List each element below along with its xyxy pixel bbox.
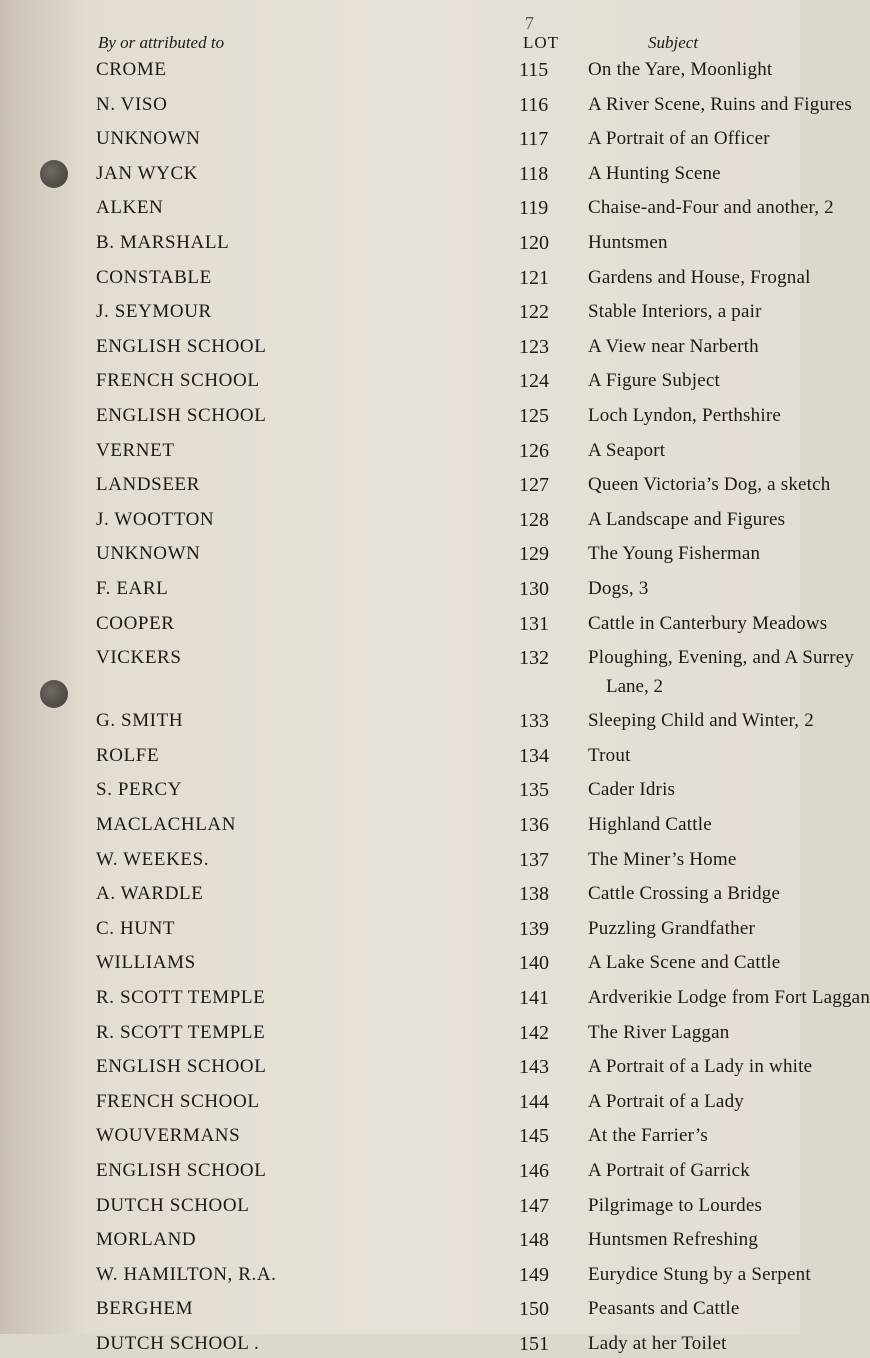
artist-name: A. WARDLE xyxy=(96,883,204,905)
subject-title: Puzzling Grandfather xyxy=(588,917,756,939)
lot-number: 143 xyxy=(519,1056,549,1079)
table-row xyxy=(0,610,828,638)
lot-number: 133 xyxy=(519,710,549,733)
table-row xyxy=(0,1226,800,1254)
subject-continuation: Lane, 2 xyxy=(606,675,663,697)
lot-number: 116 xyxy=(519,93,549,116)
table-row xyxy=(0,367,800,395)
table-row xyxy=(0,540,800,568)
lot-column-header: LOT xyxy=(523,33,560,52)
lot-number: 150 xyxy=(519,1298,549,1321)
subject-title: A River Scene, Ruins and Figures xyxy=(588,93,852,115)
lot-number: 126 xyxy=(519,439,549,462)
subject-title: Huntsmen xyxy=(588,232,668,253)
table-row xyxy=(0,776,800,804)
artist-name: CROME xyxy=(96,59,167,80)
artist-name: UNKNOWN xyxy=(96,128,201,150)
table-row xyxy=(0,811,800,839)
table-row xyxy=(0,1088,800,1116)
subject-title: A Portrait of Garrick xyxy=(588,1159,750,1181)
lot-number: 122 xyxy=(519,301,549,324)
table-row xyxy=(0,707,814,735)
lot-number: 132 xyxy=(519,647,549,670)
artist-name: R. SCOTT TEMPLE xyxy=(96,1021,266,1043)
table-row xyxy=(0,742,800,770)
table-row-continuation xyxy=(0,673,800,701)
lot-number: 135 xyxy=(519,779,549,802)
table-row xyxy=(0,880,800,908)
lot-number: 121 xyxy=(519,266,549,289)
artist-name: MACLACHLAN xyxy=(96,813,237,835)
table-row xyxy=(0,1122,800,1150)
table-row xyxy=(0,471,831,499)
subject-title: A Seaport xyxy=(588,439,666,461)
subject-title: A Figure Subject xyxy=(588,370,720,392)
artist-name: MORLAND xyxy=(96,1229,197,1251)
lot-number: 141 xyxy=(519,986,549,1009)
table-row xyxy=(0,506,800,534)
table-row xyxy=(0,229,800,257)
table-row xyxy=(0,125,800,153)
lot-number: 124 xyxy=(519,370,549,393)
subject-title: A View near Narberth xyxy=(588,335,759,357)
subject-title: A Landscape and Figures xyxy=(588,508,786,530)
artist-name: DUTCH SCHOOL xyxy=(96,1194,250,1216)
subject-title: A Lake Scene and Cattle xyxy=(588,952,781,974)
artist-name: ROLFE xyxy=(96,744,160,766)
page-number: 7 xyxy=(525,13,534,33)
lot-number: 147 xyxy=(519,1194,549,1217)
artist-name: R. SCOTT TEMPLE xyxy=(96,986,266,1008)
artist-name: W. WEEKES. xyxy=(96,848,210,870)
lot-number: 146 xyxy=(519,1159,549,1182)
artist-name: ENGLISH SCHOOL xyxy=(96,335,267,357)
table-row xyxy=(0,402,800,430)
subject-column-header: Subject xyxy=(648,33,699,52)
subject-title: Dogs, 3 xyxy=(588,578,649,599)
artist-name: DUTCH SCHOOL . xyxy=(96,1332,260,1354)
subject-title: Lady at her Toilet xyxy=(588,1332,727,1354)
table-row xyxy=(0,1330,800,1358)
artist-name: N. VISO xyxy=(96,93,168,115)
subject-title: Loch Lyndon, Perthshire xyxy=(588,405,781,426)
subject-title: Pilgrimage to Lourdes xyxy=(588,1194,763,1216)
lot-number: 139 xyxy=(519,917,549,940)
lot-number: 129 xyxy=(519,543,549,566)
subject-title: A Portrait of an Officer xyxy=(588,128,770,150)
subject-title: Queen Victoria’s Dog, a sketch xyxy=(588,474,831,496)
artist-name: S. PERCY xyxy=(96,779,183,801)
artist-name: FRENCH SCHOOL xyxy=(96,370,260,392)
lot-number: 131 xyxy=(519,612,549,635)
artist-name: WOUVERMANS xyxy=(96,1125,241,1147)
lot-number: 138 xyxy=(519,883,549,906)
lot-number: 117 xyxy=(519,128,549,151)
subject-title: A Hunting Scene xyxy=(588,162,721,184)
table-row xyxy=(0,1192,800,1220)
subject-title: A Portrait of a Lady in white xyxy=(588,1056,813,1078)
lot-number: 134 xyxy=(519,744,549,767)
table-row xyxy=(0,194,834,222)
table-row xyxy=(0,264,811,292)
lot-number: 136 xyxy=(519,813,549,836)
table-row xyxy=(0,984,870,1012)
subject-title: The River Laggan xyxy=(588,1021,730,1043)
lot-number: 130 xyxy=(519,578,549,600)
table-row xyxy=(0,1053,813,1081)
lot-number: 145 xyxy=(519,1125,549,1148)
table-row xyxy=(0,298,800,326)
artist-name: UNKNOWN xyxy=(96,543,201,565)
table-row xyxy=(0,1261,811,1289)
subject-title: On the Yare, Moonlight xyxy=(588,59,773,80)
artist-name: CONSTABLE xyxy=(96,266,212,288)
subject-title: Highland Cattle xyxy=(588,813,712,835)
subject-title: Eurydice Stung by a Serpent xyxy=(588,1263,811,1285)
subject-title: Cader Idris xyxy=(588,779,676,801)
artist-name: J. SEYMOUR xyxy=(96,301,212,323)
artist-name: VICKERS xyxy=(96,647,182,669)
subject-title: Gardens and House, Frognal xyxy=(588,266,811,288)
subject-title: A Portrait of a Lady xyxy=(588,1090,744,1112)
subject-title: Cattle in Canterbury Meadows xyxy=(588,612,828,634)
artist-name: FRENCH SCHOOL xyxy=(96,1090,260,1112)
table-row xyxy=(0,333,800,361)
artist-name: JAN WYCK xyxy=(96,162,199,184)
subject-title: Huntsmen Refreshing xyxy=(588,1229,759,1251)
table-row xyxy=(0,1019,800,1047)
artist-name: W. HAMILTON, R.A. xyxy=(96,1263,277,1285)
artist-name: B. MARSHALL xyxy=(96,232,230,253)
table-row xyxy=(0,949,800,977)
artist-name: C. HUNT xyxy=(96,917,176,939)
subject-title: Ardverikie Lodge from Fort Laggan xyxy=(588,986,870,1008)
table-row xyxy=(0,915,800,943)
lot-number: 115 xyxy=(519,59,549,81)
artist-name: WILLIAMS xyxy=(96,952,196,974)
subject-title: The Young Fisherman xyxy=(588,543,761,565)
subject-title: Ploughing, Evening, and A Surrey xyxy=(588,647,855,669)
subject-title: Stable Interiors, a pair xyxy=(588,301,762,323)
table-row xyxy=(0,846,800,874)
lot-number: 151 xyxy=(519,1332,549,1355)
artist-name: F. EARL xyxy=(96,578,169,599)
lot-number: 137 xyxy=(519,848,549,871)
lot-number: 148 xyxy=(519,1229,549,1252)
artist-name: ENGLISH SCHOOL xyxy=(96,405,267,426)
artist-column-header: By or attributed to xyxy=(98,33,225,52)
artist-name: J. WOOTTON xyxy=(96,508,215,530)
lot-number: 128 xyxy=(519,508,549,531)
table-row xyxy=(0,1295,800,1323)
lot-number: 118 xyxy=(519,162,549,185)
lot-number: 125 xyxy=(519,405,549,427)
subject-title: Sleeping Child and Winter, 2 xyxy=(588,710,814,732)
artist-name: BERGHEM xyxy=(96,1298,194,1320)
lot-number: 120 xyxy=(519,232,549,254)
lot-number: 149 xyxy=(519,1263,549,1286)
lot-number: 119 xyxy=(519,197,549,220)
artist-name: ENGLISH SCHOOL xyxy=(96,1056,267,1078)
lot-number: 127 xyxy=(519,474,549,497)
artist-name: VERNET xyxy=(96,439,175,461)
artist-name: ENGLISH SCHOOL xyxy=(96,1159,267,1181)
subject-title: The Miner’s Home xyxy=(588,848,737,870)
table-row xyxy=(0,56,800,84)
table-row xyxy=(0,91,852,119)
subject-title: At the Farrier’s xyxy=(588,1125,708,1147)
lot-number: 140 xyxy=(519,952,549,975)
lot-number: 142 xyxy=(519,1021,549,1044)
table-row xyxy=(0,437,800,465)
table-row xyxy=(0,1157,800,1185)
table-row xyxy=(0,644,855,672)
subject-title: Peasants and Cattle xyxy=(588,1298,740,1320)
lot-number: 144 xyxy=(519,1090,549,1113)
artist-name: COOPER xyxy=(96,612,175,634)
subject-title: Cattle Crossing a Bridge xyxy=(588,883,781,905)
table-row xyxy=(0,575,800,603)
subject-title: Trout xyxy=(588,744,631,766)
artist-name: G. SMITH xyxy=(96,710,184,732)
artist-name: LANDSEER xyxy=(96,474,201,496)
table-row xyxy=(0,160,800,188)
lot-number: 123 xyxy=(519,335,549,358)
subject-title: Chaise-and-Four and another, 2 xyxy=(588,197,834,219)
artist-name: ALKEN xyxy=(96,197,164,219)
